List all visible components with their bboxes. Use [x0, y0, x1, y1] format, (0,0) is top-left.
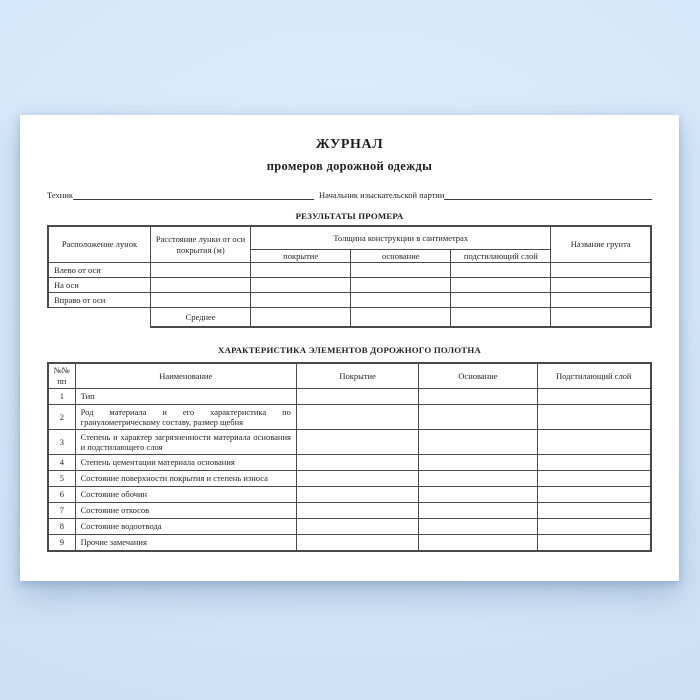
value-cell — [419, 535, 537, 551]
row-name: Состояние водоотвода — [75, 519, 296, 535]
measurement-results-table — [47, 225, 652, 328]
value-cell — [419, 471, 537, 487]
value-cell — [296, 471, 418, 487]
value-cell — [296, 503, 418, 519]
technician-fill-line — [73, 191, 314, 200]
row-name: Род материала и его характеристика по гранулометрическому составу, размер щебня — [75, 405, 296, 430]
value-cell — [251, 308, 351, 327]
value-cell — [351, 263, 451, 278]
col-header-pavement: покрытие — [251, 249, 351, 263]
value-cell — [419, 405, 537, 430]
value-cell — [551, 263, 651, 278]
table-header-row — [48, 363, 651, 389]
col-header-thickness-group: Толщина конструкции в сантиметрах — [251, 226, 551, 249]
col-header-distance: Расстояние лунки от оси покрытия (м) — [151, 226, 251, 263]
row-name: Тип — [75, 389, 296, 405]
table-row — [48, 430, 651, 455]
value-cell — [296, 519, 418, 535]
row-name: Состояние откосов — [75, 503, 296, 519]
value-cell — [537, 487, 651, 503]
average-label: Среднее — [151, 308, 251, 327]
row-number: 6 — [48, 487, 75, 503]
value-cell — [251, 278, 351, 293]
row-name: Состояние поверхности покрытия и степень износа — [75, 471, 296, 487]
value-cell — [151, 263, 251, 278]
value-cell — [537, 519, 651, 535]
row-number: 7 — [48, 503, 75, 519]
section1-heading: РЕЗУЛЬТАТЫ ПРОМЕРА — [295, 211, 404, 221]
table-row — [48, 389, 651, 405]
document-sheet — [20, 115, 679, 581]
row-number: 8 — [48, 519, 75, 535]
value-cell — [296, 455, 418, 471]
value-cell — [419, 487, 537, 503]
survey-chief-label: Начальник изыскательской партии — [319, 190, 445, 200]
section2-heading: ХАРАКТЕРИСТИКА ЭЛЕМЕНТОВ ДОРОЖНОГО ПОЛОТНА — [218, 344, 481, 355]
value-cell — [537, 455, 651, 471]
col-header-pavement: Покрытие — [296, 363, 418, 389]
value-cell — [537, 405, 651, 430]
value-cell — [451, 263, 551, 278]
col-header-number: №№ пп — [48, 363, 75, 389]
value-cell — [296, 535, 418, 551]
survey-chief-fill-line — [444, 191, 652, 200]
row-number: 1 — [48, 389, 75, 405]
col-header-soil: Название грунта — [551, 226, 651, 263]
document-subtitle: промеров дорожной одежды — [266, 159, 433, 173]
value-cell — [419, 455, 537, 471]
table-row — [48, 455, 651, 471]
value-cell — [419, 389, 537, 405]
table-row — [48, 535, 651, 551]
col-header-base: Основание — [419, 363, 537, 389]
table-row — [48, 487, 651, 503]
row-label-left-of-axis: Влево от оси — [48, 263, 151, 278]
row-number: 3 — [48, 430, 75, 455]
table-row — [48, 278, 651, 293]
value-cell — [419, 519, 537, 535]
col-header-sublayer: Подстилающий слой — [537, 363, 651, 389]
hidden-corner-cell — [48, 308, 151, 327]
col-header-sublayer: подстилающий слой — [451, 249, 551, 263]
row-name: Степень цементации материала основания — [75, 455, 296, 471]
row-number: 5 — [48, 471, 75, 487]
row-name: Состояние обочин — [75, 487, 296, 503]
value-cell — [551, 278, 651, 293]
table-row — [48, 405, 651, 430]
value-cell — [551, 308, 651, 327]
technician-label: Техник — [47, 190, 74, 200]
col-header-location: Расположение лунок — [48, 226, 151, 263]
table-row — [48, 519, 651, 535]
value-cell — [296, 389, 418, 405]
value-cell — [537, 503, 651, 519]
value-cell — [537, 471, 651, 487]
row-number: 4 — [48, 455, 75, 471]
value-cell — [451, 278, 551, 293]
value-cell — [451, 293, 551, 308]
table-row — [48, 293, 651, 308]
value-cell — [351, 278, 451, 293]
value-cell — [296, 487, 418, 503]
value-cell — [419, 430, 537, 455]
row-label-right-of-axis: Вправо от оси — [48, 293, 151, 308]
value-cell — [537, 535, 651, 551]
document-title: ЖУРНАЛ — [315, 137, 384, 152]
row-number: 9 — [48, 535, 75, 551]
value-cell — [251, 293, 351, 308]
table-row — [48, 263, 651, 278]
table-header-row — [48, 226, 651, 249]
table-row — [48, 503, 651, 519]
row-name: Степень и характер загрязненности материала основания и подстилающего слоя — [75, 430, 296, 455]
row-label-on-axis: На оси — [48, 278, 151, 293]
value-cell — [551, 293, 651, 308]
signature-line — [47, 190, 652, 200]
average-row — [48, 308, 651, 327]
value-cell — [451, 308, 551, 327]
row-name: Прочие замечания — [75, 535, 296, 551]
value-cell — [537, 389, 651, 405]
col-header-name: Наименование — [75, 363, 296, 389]
value-cell — [251, 263, 351, 278]
value-cell — [296, 405, 418, 430]
row-number: 2 — [48, 405, 75, 430]
col-header-base: основание — [351, 249, 451, 263]
value-cell — [419, 503, 537, 519]
table-row — [48, 471, 651, 487]
road-elements-table — [47, 362, 652, 552]
value-cell — [351, 308, 451, 327]
value-cell — [151, 278, 251, 293]
value-cell — [351, 293, 451, 308]
value-cell — [296, 430, 418, 455]
value-cell — [537, 430, 651, 455]
value-cell — [151, 293, 251, 308]
